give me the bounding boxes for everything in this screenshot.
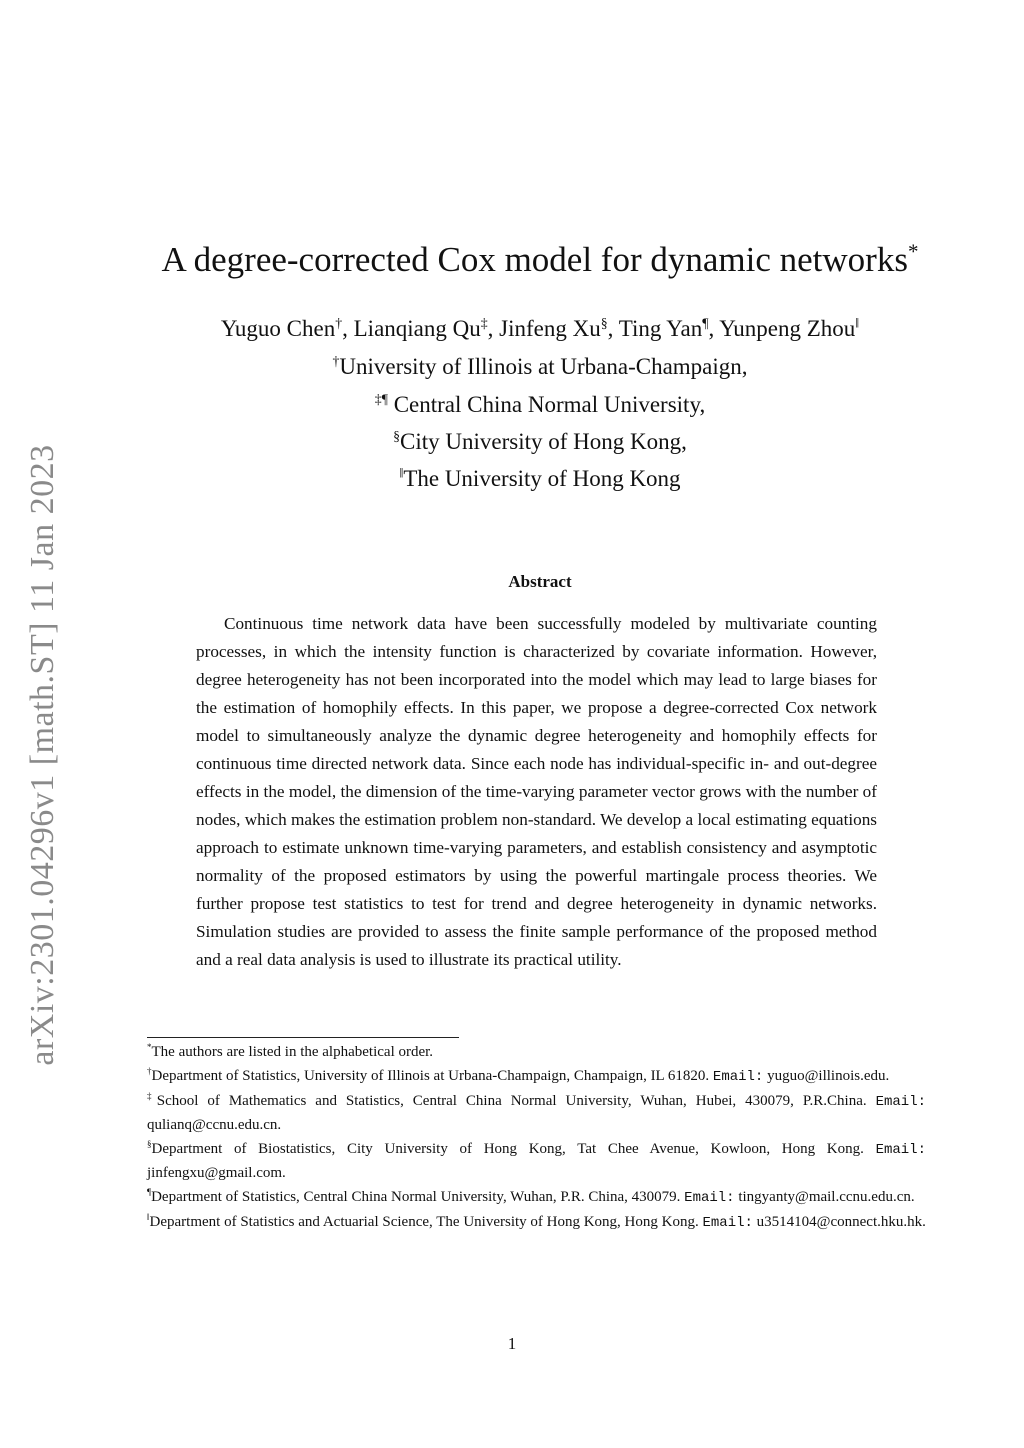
email-address: jinfengxu@gmail.com. [147,1165,286,1181]
author-mark: ‖ [855,315,860,331]
email-label: Email: [684,1190,735,1206]
footnote-mark: ‡ [147,1091,157,1101]
footnote-text: The authors are listed in the alphabetical order. [151,1044,434,1060]
footnote [147,1186,926,1210]
author-name: Ting Yan [618,316,703,341]
footnote-mark: ‖ [147,1212,150,1222]
footnotes [147,1041,926,1235]
affiliation-text: University of Illinois at Urbana-Champaign, [339,354,748,379]
footnote-text: School of Mathematics and Statistics, Central China Normal University, Wuhan, Hubei, 430079, P.R.China. [156,1093,876,1109]
footnote-mark: * [147,1042,152,1052]
title-footnote-mark: * [907,239,919,264]
abstract-heading: Abstract [508,572,572,591]
affiliation-mark: § [393,428,401,444]
arxiv-stamp [18,440,68,1070]
affiliation [120,392,960,418]
author-mark: § [600,315,608,331]
author-name: Yunpeng Zhou [719,316,856,341]
affiliation-text: The University of Hong Kong [403,466,681,491]
author-mark: † [335,315,343,331]
footnote-text: Department of Statistics, Central China Normal University, Wuhan, P.R. China, 430079. [151,1189,685,1205]
affiliation [120,354,960,380]
affiliation-mark: ‡¶ [374,391,388,407]
email-address: qulianq@ccnu.edu.cn. [147,1117,282,1133]
footnote-text: Department of Biostatistics, City University of Hong Kong, Tat Chee Avenue, Kowloon, Hong Kong. [151,1141,876,1157]
email-address: tingyanty@mail.ccnu.edu.cn. [734,1189,915,1205]
affiliation-text: City University of Hong Kong, [400,429,687,454]
footnote-mark: † [147,1066,152,1076]
footnote [147,1065,926,1089]
affiliation-mark: ‖ [399,465,404,481]
email-label: Email: [712,1069,764,1085]
email-label: Email: [875,1142,926,1158]
footnote [147,1138,926,1185]
email-label: Email: [702,1215,753,1231]
author-name: Lianqiang Qu [353,316,481,341]
affiliation-text: Central China Normal University, [387,392,706,417]
footnote [147,1041,926,1064]
footnote-mark: ¶ [147,1187,152,1197]
affiliation [120,429,960,455]
email-address: u3514104@connect.hku.hk. [752,1214,926,1230]
affiliation-mark: † [332,353,340,369]
page-number: 1 [507,1334,517,1353]
email-label: Email: [875,1094,927,1110]
author-name: Yuguo Chen [220,316,336,341]
author-mark: ¶ [702,315,709,331]
abstract-body: Continuous time network data have been successfully modeled by multivariate counting processes, in which the intensity function is characterized by covariate information. However, degree heterogeneity has not been incorporated into the model which may lead to large biases for the estimation of homophily effects. In this paper, we propose a degree-corrected Cox network model to simultaneously analyze the dynamic degree heterogeneity and homophily effects for continuous time directed network data. Since each node has individual-specific in- and out-degree effects in the model, the dimension of the time-varying parameter vector grows with the number of nodes, which makes the estimation problem non-standard. We develop a local estimating equations approach to estimate unknown time-varying parameters, and establish consistency and asymptotic normality of the proposed estimators by using the powerful martingale process theories. We further propose test statistics to test for trend and degree heterogeneity in dynamic networks. Simulation studies are provided to assess the finite sample performance of the proposed method and a real data analysis is used to illustrate its practical utility. [196,614,877,969]
footnote [147,1211,926,1235]
paper-title [120,240,960,280]
footnote-text: Department of Statistics and Actuarial Science, The University of Hong Kong, Hong Kong. [149,1214,703,1230]
affiliation [120,466,960,492]
footnote [147,1090,926,1137]
paper-title-text: A degree-corrected Cox model for dynamic networks [161,240,908,279]
footnote-rule [147,1037,459,1038]
arxiv-stamp-text: arXiv:2301.04296v1 [math.ST] 11 Jan 2023 [24,444,61,1066]
author-name: Jinfeng Xu [499,316,601,341]
email-address: yuguo@illinois.edu. [763,1068,890,1084]
author-mark: ‡ [480,315,488,331]
footnote-mark: § [147,1139,152,1149]
author-list: Yuguo Chen†, Lianqiang Qu‡, Jinfeng Xu§, Ting Yan¶, Yunpeng Zhou‖ [220,315,860,341]
footnote-text: Department of Statistics, University of Illinois at Urbana-Champaign, Champaign, IL 61820. [151,1068,713,1084]
